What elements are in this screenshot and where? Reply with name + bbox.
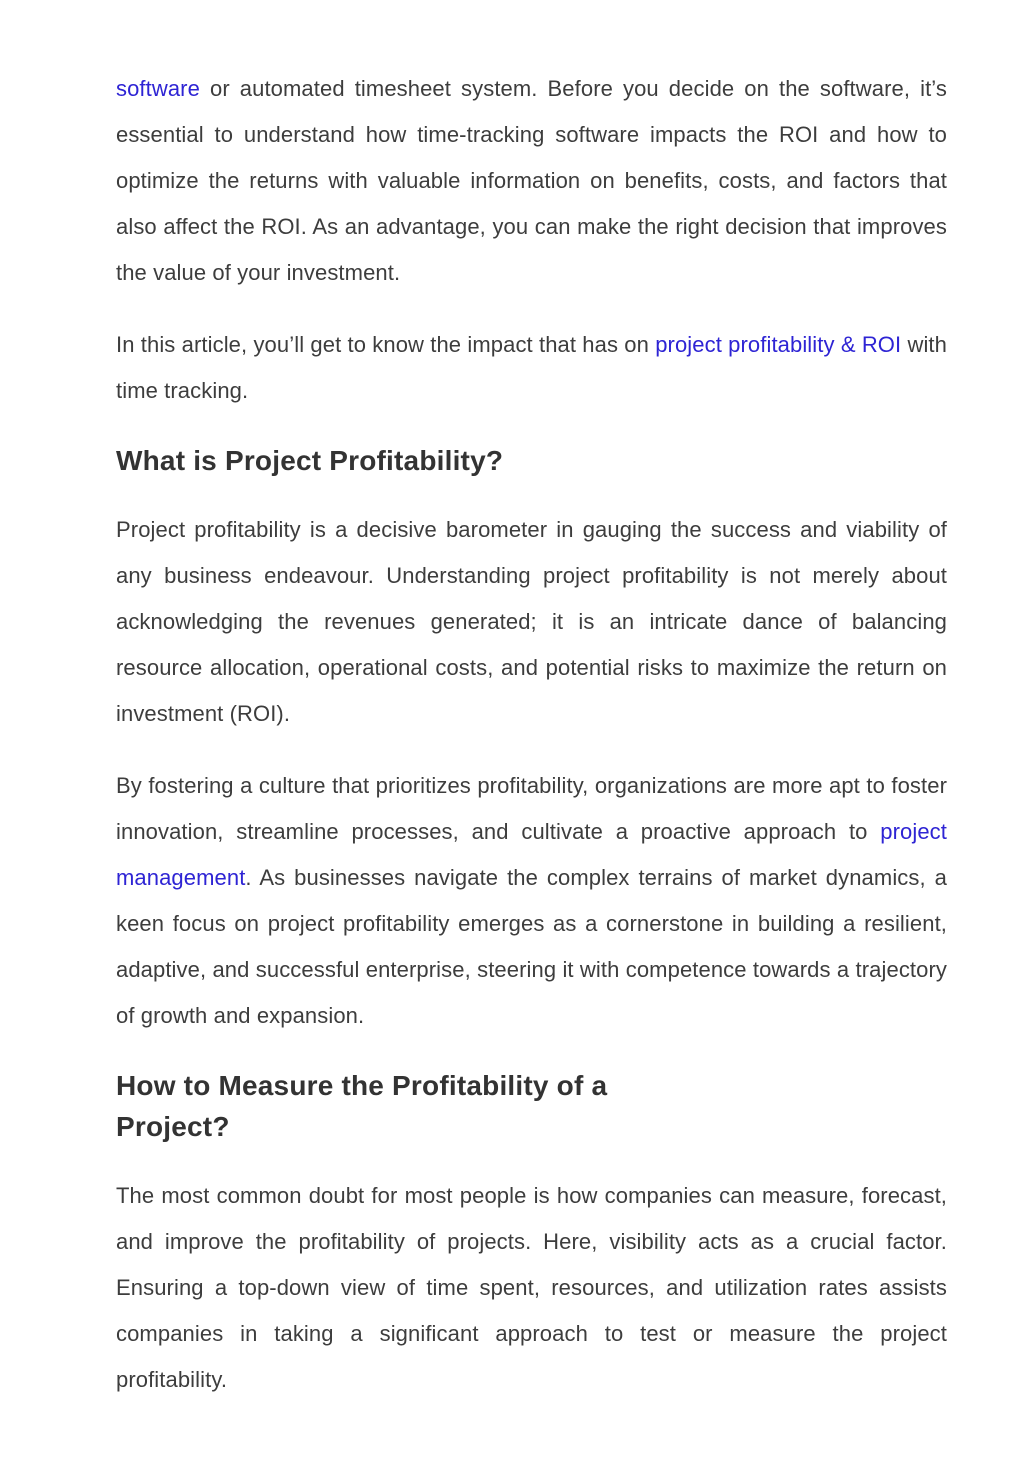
paragraph-text: Project profitability is a decisive barometer in gauging the success and viability of any business endeavour. Understanding project profitability is not merely about acknowledging the revenues generated; it is an intricate dance of balancing resource allocation, operational costs, and potential risks to maximize the return on investment (ROI). [116, 517, 947, 726]
paragraph-text: The most common doubt for most people is how companies can measure, forecast, and improve the profitability of projects. Here, visibility acts as a crucial factor. Ensuring a top-down view of time spent, resources, and utilization rates assists companies in taking a significant approach to test or measure the project profitability. [116, 1183, 947, 1392]
section-heading: What is Project Profitability? [116, 445, 504, 476]
inline-link[interactable]: software [116, 76, 200, 101]
paragraph-text: or automated timesheet system. Before you decide on the software, it’s essential to understand how time-tracking software impacts the ROI and how to optimize the returns with valuable information on benefits, costs, and factors that also affect the ROI. As an advantage, you can make the right decision that improves the value of your investment. [116, 76, 947, 285]
paragraph [116, 763, 947, 1039]
paragraph-text: By fostering a culture that prioritizes profitability, organizations are more apt to foster innovation, streamline processes, and cultivate a proactive approach to [116, 773, 947, 844]
paragraph [116, 1173, 947, 1403]
section-heading: How to Measure the Profitability of a Project? [116, 1070, 608, 1142]
paragraph [116, 322, 947, 414]
inline-link[interactable]: project management [116, 819, 947, 890]
paragraph-text: In this article, you’ll get to know the impact that has on [116, 332, 656, 357]
paragraph [116, 66, 947, 296]
paragraph-text: . As businesses navigate the complex terrains of market dynamics, a keen focus on project profitability emerges as a cornerstone in building a resilient, adaptive, and successful enterprise, steering it with competence towards a trajectory of growth and expansion. [116, 865, 947, 1028]
paragraph [116, 507, 947, 737]
inline-link[interactable]: project profitability & ROI [655, 332, 902, 357]
paragraph-text: with time tracking. [116, 332, 947, 403]
